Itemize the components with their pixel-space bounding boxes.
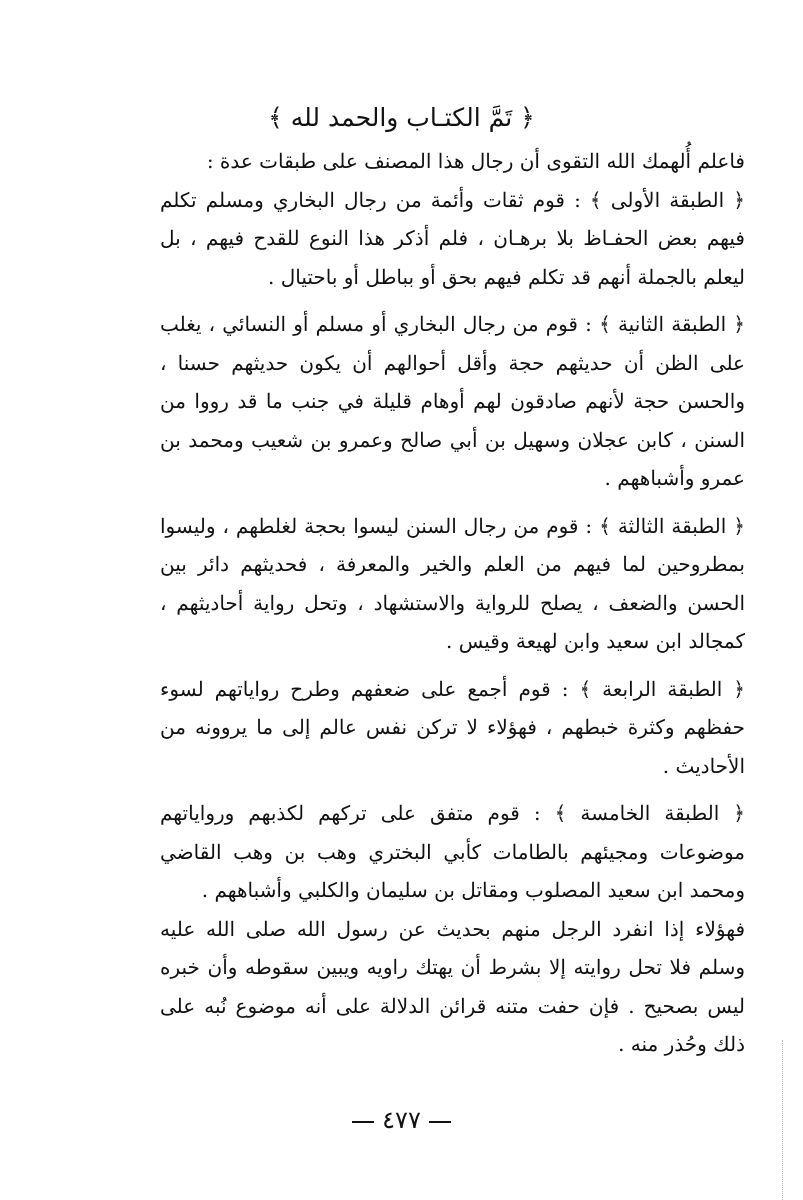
dash-rule-right: [352, 1121, 374, 1123]
page-footer: [0, 1100, 803, 1140]
page-title: ﴿ تَمَّ الكتـاب والحمد لله ﴾: [268, 103, 535, 132]
page-number: ٤٧٧: [382, 1106, 421, 1134]
level-1-text: : قوم ثقات وأئمة من رجال البخاري ومسلم تكلم فيهم بعض الحفـاظ بلا برهـان ، فلم أذكر هذا النوع للقدح فيهم ، بل ليعلم بالجملة أنهم قد تكلم فيهم بحق أو بباطل أو باحتيال .: [160, 187, 745, 289]
level-2-heading: ﴿ الطبقة الثانية ﴾: [599, 312, 746, 336]
page-edge-crease: [782, 1040, 803, 1200]
level-3-text: : قوم من رجال السنن ليسوا بحجة لغلطهم ، وليسوا بمطروحين لما فيهم من العلم والخير والمعرفة ، فحديثهم دائر بين الحسن والضعف ، يصلح للرواية والاستشهاد ، وتحل رواية أحاديثهم ، كمجالد ابن سعيد وابن لهيعة وقيس .: [160, 513, 745, 653]
level-4-paragraph: [160, 670, 745, 786]
level-4-heading: ﴿ الطبقة الرابعة ﴾: [579, 676, 745, 701]
level-2-paragraph: [160, 305, 745, 498]
level-1-paragraph: [160, 181, 745, 297]
conclusion-paragraph: فهؤلاء إذا انفرد الرجل منهم بحديث عن رسول الله صلى الله عليه وسلم فلا تحل روايته إلا بشرط أن يهتك راويه ويبين سقوطه وأن خبره ليس بصحيح . فإن حفت متنه قرائن الدلالة على أنه موضوع نُبه على ذلك وحُذر منه .: [160, 916, 745, 1056]
intro-paragraph: فاعلم أُلهمك الله التقوى أن رجال هذا المصنف على طبقات عدة :: [206, 149, 745, 173]
level-1-heading: ﴿ الطبقة الأولى ﴾: [589, 187, 745, 212]
level-3-paragraph: [160, 507, 745, 661]
level-5-text: : قوم متفق على تركهم لكذبهم ورواياتهم موضوعات ومجيئهم بالطامات كأبي البختري وهب بن وهب القاضي ومحمد ابن سعيد المصلوب ومقاتل بن سليمان والكلبي وأشباههم .: [160, 801, 745, 902]
body-text: [160, 142, 745, 1064]
level-5-paragraph: [160, 794, 745, 910]
dash-rule-left: [429, 1121, 451, 1123]
level-5-heading: ﴿ الطبقة الخامسة ﴾: [554, 801, 745, 825]
level-3-heading: ﴿ الطبقة الثالثة ﴾: [599, 513, 746, 538]
level-4-text: : قوم أجمع على ضعفهم وطرح رواياتهم لسوء حفظهم وكثرة خبطهم ، فهؤلاء لا تركن نفس عالم إلى ما يروونه من الأحاديث .: [160, 676, 745, 778]
level-2-text: : قوم من رجال البخاري أو مسلم أو النسائي ، يغلب على الظن أن حديثهم حجة وأقل أحوالهم أن يكون حديثهم حسنا ، والحسن حجة لأنهم صادقون لهم أوهام قليلة في جنب ما قد رووا من السنن ، كابن عجلان وسهيل بن أبي صالح وعمرو بن شعيب ومحمد بن عمرو وأشباههم .: [160, 312, 745, 490]
